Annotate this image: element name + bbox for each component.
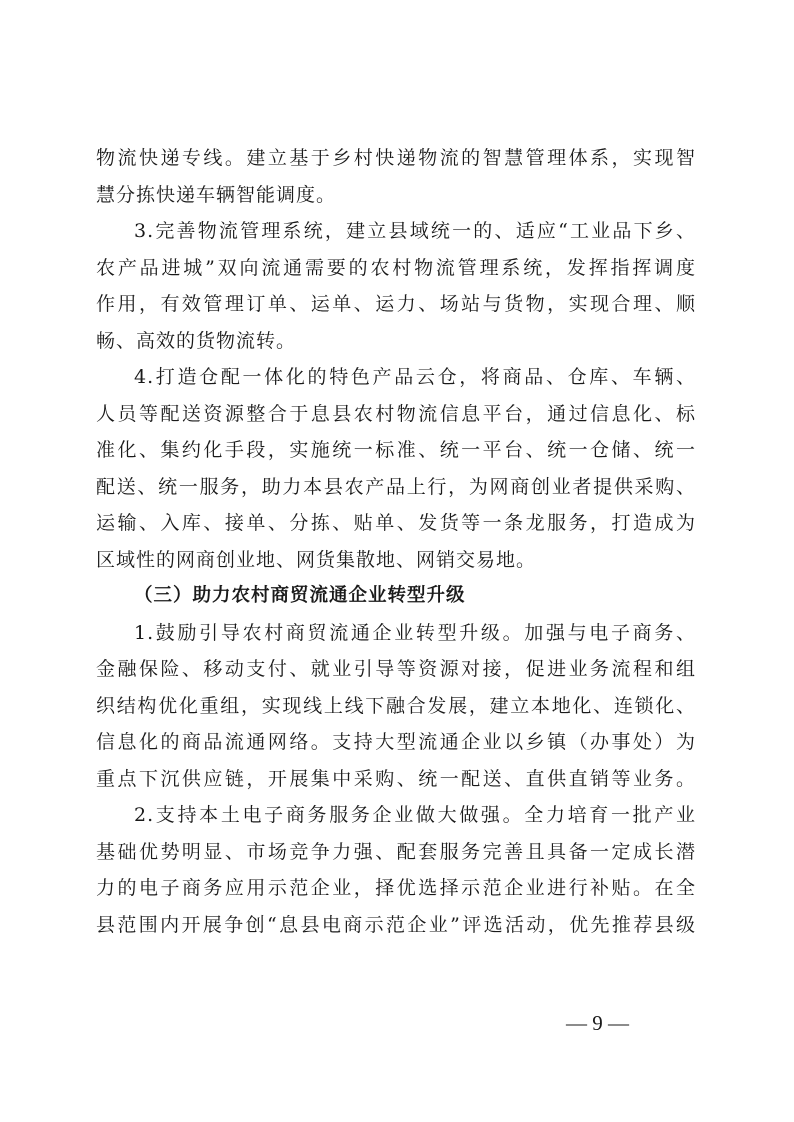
- text-line: 县范围内开展争创“息县电商示范企业”评选活动，优先推荐县级: [96, 913, 696, 936]
- text-line: 织结构优化重组，实现线上线下融合发展，建立本地化、连锁化、: [96, 694, 696, 717]
- text-line: 人员等配送资源整合于息县农村物流信息平台，通过信息化、标: [96, 402, 696, 425]
- text-line: 农产品进城”双向流通需要的农村物流管理系统，发挥指挥调度: [96, 256, 696, 279]
- text-line: 慧分拣快递车辆智能调度。: [96, 183, 337, 206]
- text-line: 准化、集约化手段，实施统一标准、统一平台、统一仓储、统一: [96, 439, 696, 461]
- section-heading: （三）助力农村商贸流通企业转型升级: [134, 585, 466, 606]
- text-line: 区域性的网商创业地、网货集散地、网销交易地。: [96, 548, 537, 571]
- text-line: 重点下沉供应链，开展集中采购、统一配送、直供直销等业务。: [96, 767, 696, 790]
- text-line: 作用，有效管理订单、运单、运力、场站与货物，实现合理、顺: [96, 293, 696, 315]
- body-text: [96, 140, 696, 943]
- text-line: 2.支持本土电子商务服务企业做大做强。全力培育一批产业: [134, 804, 696, 826]
- text-line: 运输、入库、接单、分拣、贴单、发货等一条龙服务，打造成为: [96, 512, 696, 534]
- text-line: 金融保险、移动支付、就业引导等资源对接，促进业务流程和组: [96, 658, 696, 680]
- text-line: 畅、高效的货物流转。: [96, 329, 297, 352]
- page-number: — 9 —: [566, 1011, 629, 1035]
- text-line: 1.鼓励引导农村商贸流通企业转型升级。加强与电子商务、: [134, 621, 696, 644]
- text-line: 3.完善物流管理系统，建立县域统一的、适应“工业品下乡、: [134, 220, 696, 242]
- text-line: 物流快递专线。建立基于乡村快递物流的智慧管理体系，实现智: [96, 147, 696, 169]
- text-line: 基础优势明显、市场竞争力强、配套服务完善且具备一定成长潜: [96, 840, 696, 863]
- text-line: 信息化的商品流通网络。支持大型流通企业以乡镇（办事处）为: [96, 731, 696, 753]
- text-line: 配送、统一服务，助力本县农产品上行，为网商创业者提供采购、: [96, 475, 696, 498]
- text-line: 4.打造仓配一体化的特色产品云仓，将商品、仓库、车辆、: [134, 366, 696, 388]
- text-line: 力的电子商务应用示范企业，择优选择示范企业进行补贴。在全: [96, 877, 696, 899]
